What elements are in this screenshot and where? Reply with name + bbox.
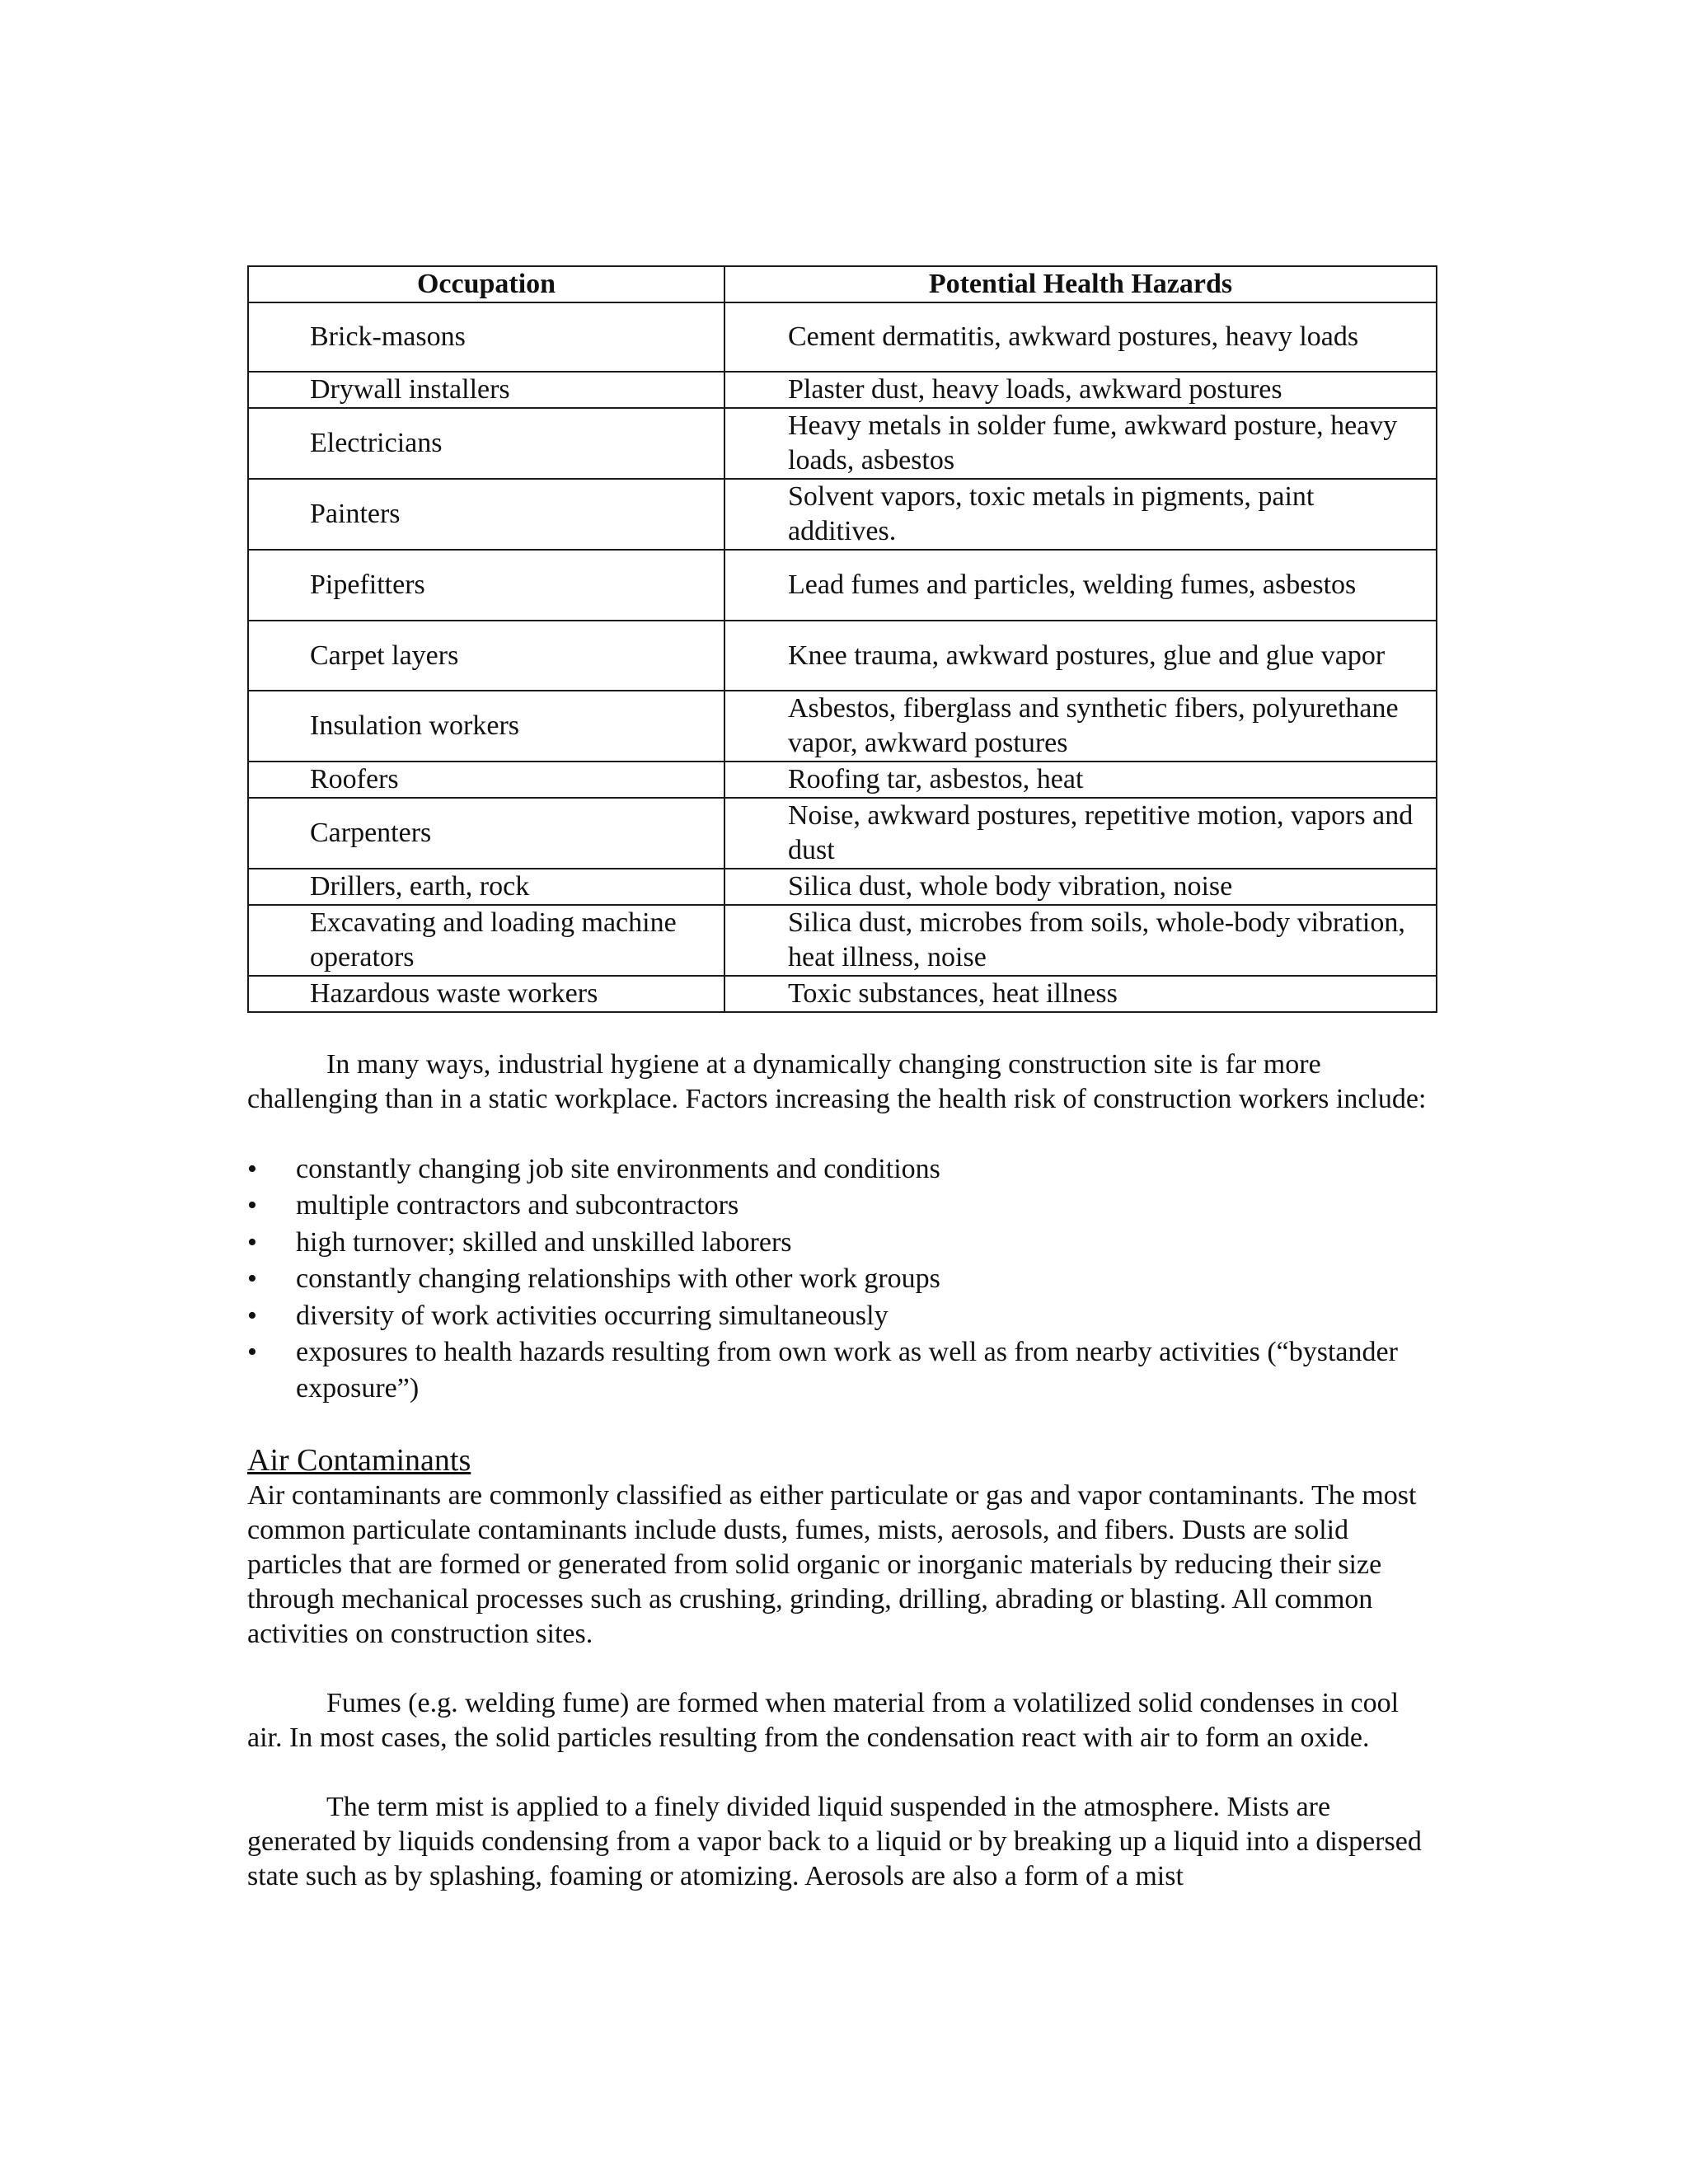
bullet-icon: • — [247, 1300, 257, 1331]
occupation-cell: Pipefitters — [248, 550, 724, 621]
list-item-text: constantly changing job site environments and conditions — [296, 1154, 940, 1184]
list-item-text: constantly changing relationships with other work groups — [296, 1263, 940, 1295]
table-row — [248, 976, 1437, 1012]
hazards-column-header: Potential Health Hazards — [724, 266, 1437, 302]
list-item-text: high turnover; skilled and unskilled laborers — [296, 1226, 792, 1258]
mist-paragraph: The term mist is applied to a finely divided liquid suspended in the atmosphere. Mists are generated by liquids condensing from a vapor back to a liquid or by breaking up a liquid into a dispersed state such as by splashing, foaming or atomizing. Aerosols are also a form of a mist — [247, 1791, 1422, 1891]
hazards-cell: Asbestos, fiberglass and synthetic fibers, polyurethane vapor, awkward postures — [724, 691, 1437, 762]
hazards-cell: Toxic substances, heat illness — [724, 976, 1437, 1012]
risk-factor-list — [247, 1151, 1436, 1408]
bullet-icon: • — [247, 1226, 257, 1258]
table-row — [248, 798, 1437, 869]
occupation-cell: Drywall installers — [248, 372, 724, 408]
list-item-text: diversity of work activities occurring simultaneously — [296, 1300, 889, 1331]
hazards-cell: Heavy metals in solder fume, awkward posture, heavy loads, asbestos — [724, 408, 1437, 479]
table-row — [248, 905, 1437, 976]
occupation-cell: Hazardous waste workers — [248, 976, 724, 1012]
hazards-cell: Lead fumes and particles, welding fumes, asbestos — [724, 550, 1437, 621]
table-row — [248, 372, 1437, 408]
document-page — [247, 265, 1436, 1894]
table-header-row — [248, 266, 1437, 302]
table-row — [248, 550, 1437, 621]
list-item — [247, 1298, 1436, 1334]
occupation-hazards-table — [247, 265, 1437, 1013]
occupation-column-header: Occupation — [248, 266, 724, 302]
list-item — [247, 1151, 1436, 1188]
hazards-cell: Cement dermatitis, awkward postures, heavy loads — [724, 302, 1437, 372]
bullet-icon: • — [247, 1263, 257, 1295]
occupation-cell: Carpenters — [248, 798, 724, 869]
hazards-cell: Noise, awkward postures, repetitive motion, vapors and dust — [724, 798, 1437, 869]
hazards-cell: Knee trauma, awkward postures, glue and glue vapor — [724, 621, 1437, 691]
occupation-cell: Roofers — [248, 762, 724, 798]
occupation-cell: Brick-masons — [248, 302, 724, 372]
section-heading-air-contaminants: Air Contaminants — [247, 1442, 471, 1478]
hazards-cell: Solvent vapors, toxic metals in pigments, paint additives. — [724, 479, 1437, 550]
occupation-cell: Painters — [248, 479, 724, 550]
table-row — [248, 479, 1437, 550]
fumes-paragraph: Fumes (e.g. welding fume) are formed when material from a volatilized solid condenses in cool air. In most cases, the solid particles resulting from the condensation react with air to form an oxide. — [247, 1687, 1400, 1753]
air-contaminants-paragraph: Air contaminants are commonly classified as either particulate or gas and vapor contaminants. The most common particulate contaminants include dusts, fumes, mists, aerosols, and fibers. Dusts are solid particles that are formed or generated from solid organic or inorganic materials by reducing their size through mechanical processes such as crushing, grinding, drilling, abrading or blasting. All common activities on construction sites. — [247, 1479, 1417, 1649]
occupation-cell: Drillers, earth, rock — [248, 869, 724, 905]
hazards-cell: Silica dust, microbes from soils, whole-body vibration, heat illness, noise — [724, 905, 1437, 976]
occupation-cell: Excavating and loading machine operators — [248, 905, 724, 976]
bullet-icon: • — [247, 1337, 257, 1368]
table-row — [248, 621, 1437, 691]
list-item — [247, 1225, 1436, 1261]
list-item — [247, 1261, 1436, 1297]
list-item — [247, 1334, 1436, 1408]
intro-paragraph: In many ways, industrial hygiene at a dynamically changing construction site is far more challenging than in a static workplace. Factors increasing the health risk of construction workers include: — [247, 1049, 1427, 1114]
hazards-cell: Roofing tar, asbestos, heat — [724, 762, 1437, 798]
occupation-cell: Insulation workers — [248, 691, 724, 762]
list-item — [247, 1188, 1436, 1224]
occupation-cell: Electricians — [248, 408, 724, 479]
table-row — [248, 869, 1437, 905]
bullet-icon: • — [247, 1154, 257, 1184]
hazards-cell: Plaster dust, heavy loads, awkward postures — [724, 372, 1437, 408]
list-item-text: multiple contractors and subcontractors — [296, 1190, 739, 1221]
occupation-cell: Carpet layers — [248, 621, 724, 691]
table-row — [248, 408, 1437, 479]
list-item-text: exposures to health hazards resulting from own work as well as from nearby activities (“bystander exposure”) — [296, 1337, 1398, 1404]
hazards-cell: Silica dust, whole body vibration, noise — [724, 869, 1437, 905]
table-row — [248, 302, 1437, 372]
table-row — [248, 691, 1437, 762]
bullet-icon: • — [247, 1190, 257, 1221]
table-row — [248, 762, 1437, 798]
